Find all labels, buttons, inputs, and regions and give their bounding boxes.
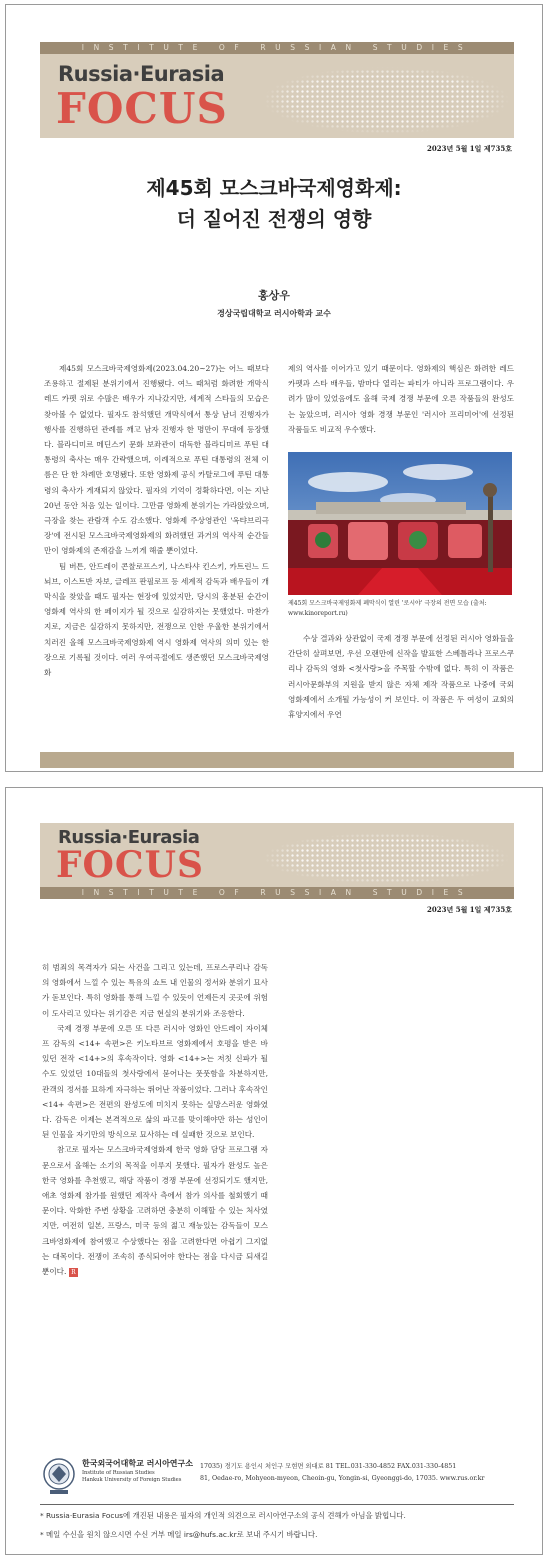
institute-name-en-line2: Hankuk University of Foreign Studies (82, 1477, 182, 1483)
paragraph: 히 범죄의 목격자가 되는 사건을 그리고 있는데, 프로스쿠리나 감독의 영화에서 느낄 수 있는 특유의 쇼트 내 인물의 정서와 분위기 묘사가 돋보인다. 특히 영화를 통해 느낄 수 있듯이 언제든지 곳곳에 위험이 도사리고 있다는 위기감은 지금 현실의 분위기와 조응한다. (42, 963, 268, 1018)
festival-photo (288, 452, 512, 595)
paragraph: 팀 버튼, 안드레이 콘찰로프스키, 나스타샤 킨스키, 카트린느 드뇌브, 이스트반 자보, 글레프 판필로프 등 세계적 감독과 배우들이 개막식을 찾았을 때도 필자는 현장에 있었지만, 당시의 흥분된 순간이 영화제 역사의 한 페이지가 될 것으로 실감하지는 못했었다. 마찬가지로, 지금은 실감하지 못하지만, 전쟁으로 인한 우울한 분위기에서 치러진 올해 모스크바국제영화제 역시 영화제 역사의 의미 있는 한 장으로 기록될 것이다. 여러 우여곡절에도 생존했던 모스크바국제영화 (44, 561, 269, 678)
theatre-facade-image (288, 452, 512, 595)
article-continued (42, 960, 268, 1340)
logo-focus: FOCUS (56, 844, 204, 886)
article-title (6, 173, 542, 235)
title-line-2: 더 짙어진 전쟁의 영향 (176, 207, 372, 231)
focus-banner (40, 54, 514, 138)
page-1 (5, 4, 543, 772)
left-column (44, 361, 269, 751)
footer-bar (40, 752, 514, 768)
paragraph: 제45회 모스크바국제영화제(2023.04.20~27)는 어느 때보다 조용하고 절제된 분위기에서 진행됐다. 여느 때처럼 화려한 개막식 레드 카펫 위로 수많은 배우가 지나갔지만, 세계적 스타들의 모습은 찾아볼 수 없었다. 필자도 참석했던 개막식에서 통상 남녀 진행자가 행사를 진행하던 관례를 깨고 남자 진행자 한 명만이 무대에 등장했다. 블라디미르 메딘스키 문화 보좌관이 대독한 블라디미르 푸틴 대통령의 축사는 매우 간략했으며, 이례적으로 푸틴 대통령의 전체 이름은 단 한 차례만 호명됐다. 또한 영화제 공식 카탈로그에 푸틴 대통령의 축사가 게재되지 않았다. 필자의 기억이 정확하다면, 이는 지난 20년 동안 처음 있는 일이다. 그만큼 영화제 분위기는 가라앉았으며, 극장을 찾는 관람객 수도 감소했다. 영화제 주상영관인 '옥탸브리극장'에 전시된 모스크바국제영화제의 화려했던 과거의 역사적 순간들만이 영화제의 존재감을 느끼게 해줄 뿐이었다. (44, 364, 269, 556)
paragraph: 수상 결과와 상관없이 국제 경쟁 부문에 선정된 러시아 영화들을 간단히 살펴보면, 우선 오랜만에 신작을 발표한 스베틀라나 프로스쿠리나 감독의 영화 <첫사랑>을 주목할 수밖에 없다. 특히 이 작품은 러시아문화부의 지원을 받지 않은 자체 제작 작품으로 나중에 국외 영화제에서 소개될 가능성이 커 보인다. 이 작품은 두 여성이 교회의 휴양지에서 우연 (288, 634, 514, 720)
institute-strip: INSTITUTE OF RUSSIAN STUDIES (40, 42, 514, 54)
paragraph: 제의 역사를 이어가고 있기 때문이다. 영화제의 핵심은 화려한 레드 카펫과 스타 배우들, 밤마다 열리는 파티가 아니라 프로그램이다. 우려가 많이 있었음에도 올해 국제 경쟁 부문에 오른 작품들의 완성도는 높았으며, 러시아 영화 경쟁 부문인 '러시아 프리미어'에 선정된 작품들도 비교적 우수했다. (288, 364, 514, 434)
end-mark-icon: R (69, 1268, 78, 1277)
author-affiliation: 경상국립대학교 러시아학과 교수 (217, 309, 331, 318)
logo-focus: FOCUS (56, 84, 228, 133)
institute-name-ko: 한국외국어대학교 러시아연구소 (82, 1459, 193, 1468)
institute-name-en-line1: Institute of Russian Studies (82, 1470, 155, 1476)
issue-info: 2023년 5월 1일 제735호 (427, 905, 512, 914)
russia-map-graphic (230, 823, 514, 887)
institute-name-en (82, 1470, 181, 1484)
right-column-bottom (288, 631, 514, 741)
paragraph (42, 1142, 268, 1279)
page-2 (5, 787, 543, 1555)
title-line-1: 제45회 모스크바국제영화제: (146, 176, 402, 200)
author-name: 홍상우 (258, 289, 290, 302)
unsubscribe-note: * 메일 수신을 원치 않으시면 수신 거부 메일 irs@hufs.ac.kr로 보내 주시기 바랍니다. (40, 1530, 318, 1539)
focus-banner (40, 823, 514, 887)
paragraph: 국제 경쟁 부문에 오른 또 다른 러시아 영화인 안드레이 자이체프 감독의 <14+ 속편>은 키노타브르 영화제에서 호평을 받은 바 있던 전작 <14+>의 후속작이다. 영화 <14+>는 저칫 신파가 될 수도 있었던 10대들의 첫사랑에서 묻어나는 풋풋함을 차분하지만, 관객의 정서를 묘하게 자극하는 뛰어난 작품이었다. 그러나 후속작인 <14+ 속편>은 전편의 완성도에 미치지 못하는 실망스러운 영화였다. 감독은 이제는 본격적으로 삶의 파고를 맞이해야만 하는 성인이 된 인물을 자기만의 방식으로 묘사하는 데 실패한 것으로 보인다. (42, 1023, 268, 1140)
photo-caption: 제45회 모스크바국제영화제 폐막식이 열린 '로시야' 극장의 전면 모습 (출처: www.kinoreport.ru) (288, 600, 487, 617)
logo-russia-eurasia: Russia·Eurasia (58, 827, 200, 848)
russia-map-graphic (230, 54, 514, 138)
institute-strip: INSTITUTE OF RUSSIAN STUDIES (40, 887, 514, 899)
institute-footer (40, 1453, 514, 1505)
disclaimer-note: * Russia·Eurasia Focus에 개진된 내용은 필자의 개인적 의견으로 러시아연구소의 공식 견해가 아님을 밝힙니다. (40, 1511, 406, 1520)
institute-address-en: 81, Oedae-ro, Mohyeon-myeon, Cheoin-gu, Yongin-si, Gyeonggi-do, 17035. www.rus.or.kr (200, 1475, 485, 1482)
logo-russia-eurasia: Russia·Eurasia (58, 62, 225, 86)
issue-info: 2023년 5월 1일 제735호 (427, 144, 512, 153)
paragraph-text: 참고로 필자는 모스크바국제영화제 한국 영화 담당 프로그램 자문으로서 올해는 소기의 목적을 이루지 못했다. 필자가 완성도 높은 한국 영화를 추천했고, 해당 작품이 경쟁 부문에 선정되기도 했지만, 애초 영화제 참가를 원했던 제작사 측에서 참가 의사를 철회했기 때문이다. 악화한 주변 상황을 고려하면 충분히 이해할 수 있는 처사였지만, 여전히 일본, 프랑스, 미국 등의 젊고 재능있는 감독들이 모스크바영화제에 참여했고 수상했다는 점을 고려한다면 아쉽기 그지없는 대목이다. 전쟁이 조속히 종식되어야 한다는 점을 다시금 되새길 뿐이다. (42, 1145, 268, 1277)
institute-emblem-icon (42, 1456, 76, 1496)
institute-address-ko: 17035) 경기도 용인시 처인구 모현면 외대로 81 TEL.031-330-4852 FAX.031-330-4851 (200, 1463, 457, 1470)
right-column-top (288, 361, 514, 439)
